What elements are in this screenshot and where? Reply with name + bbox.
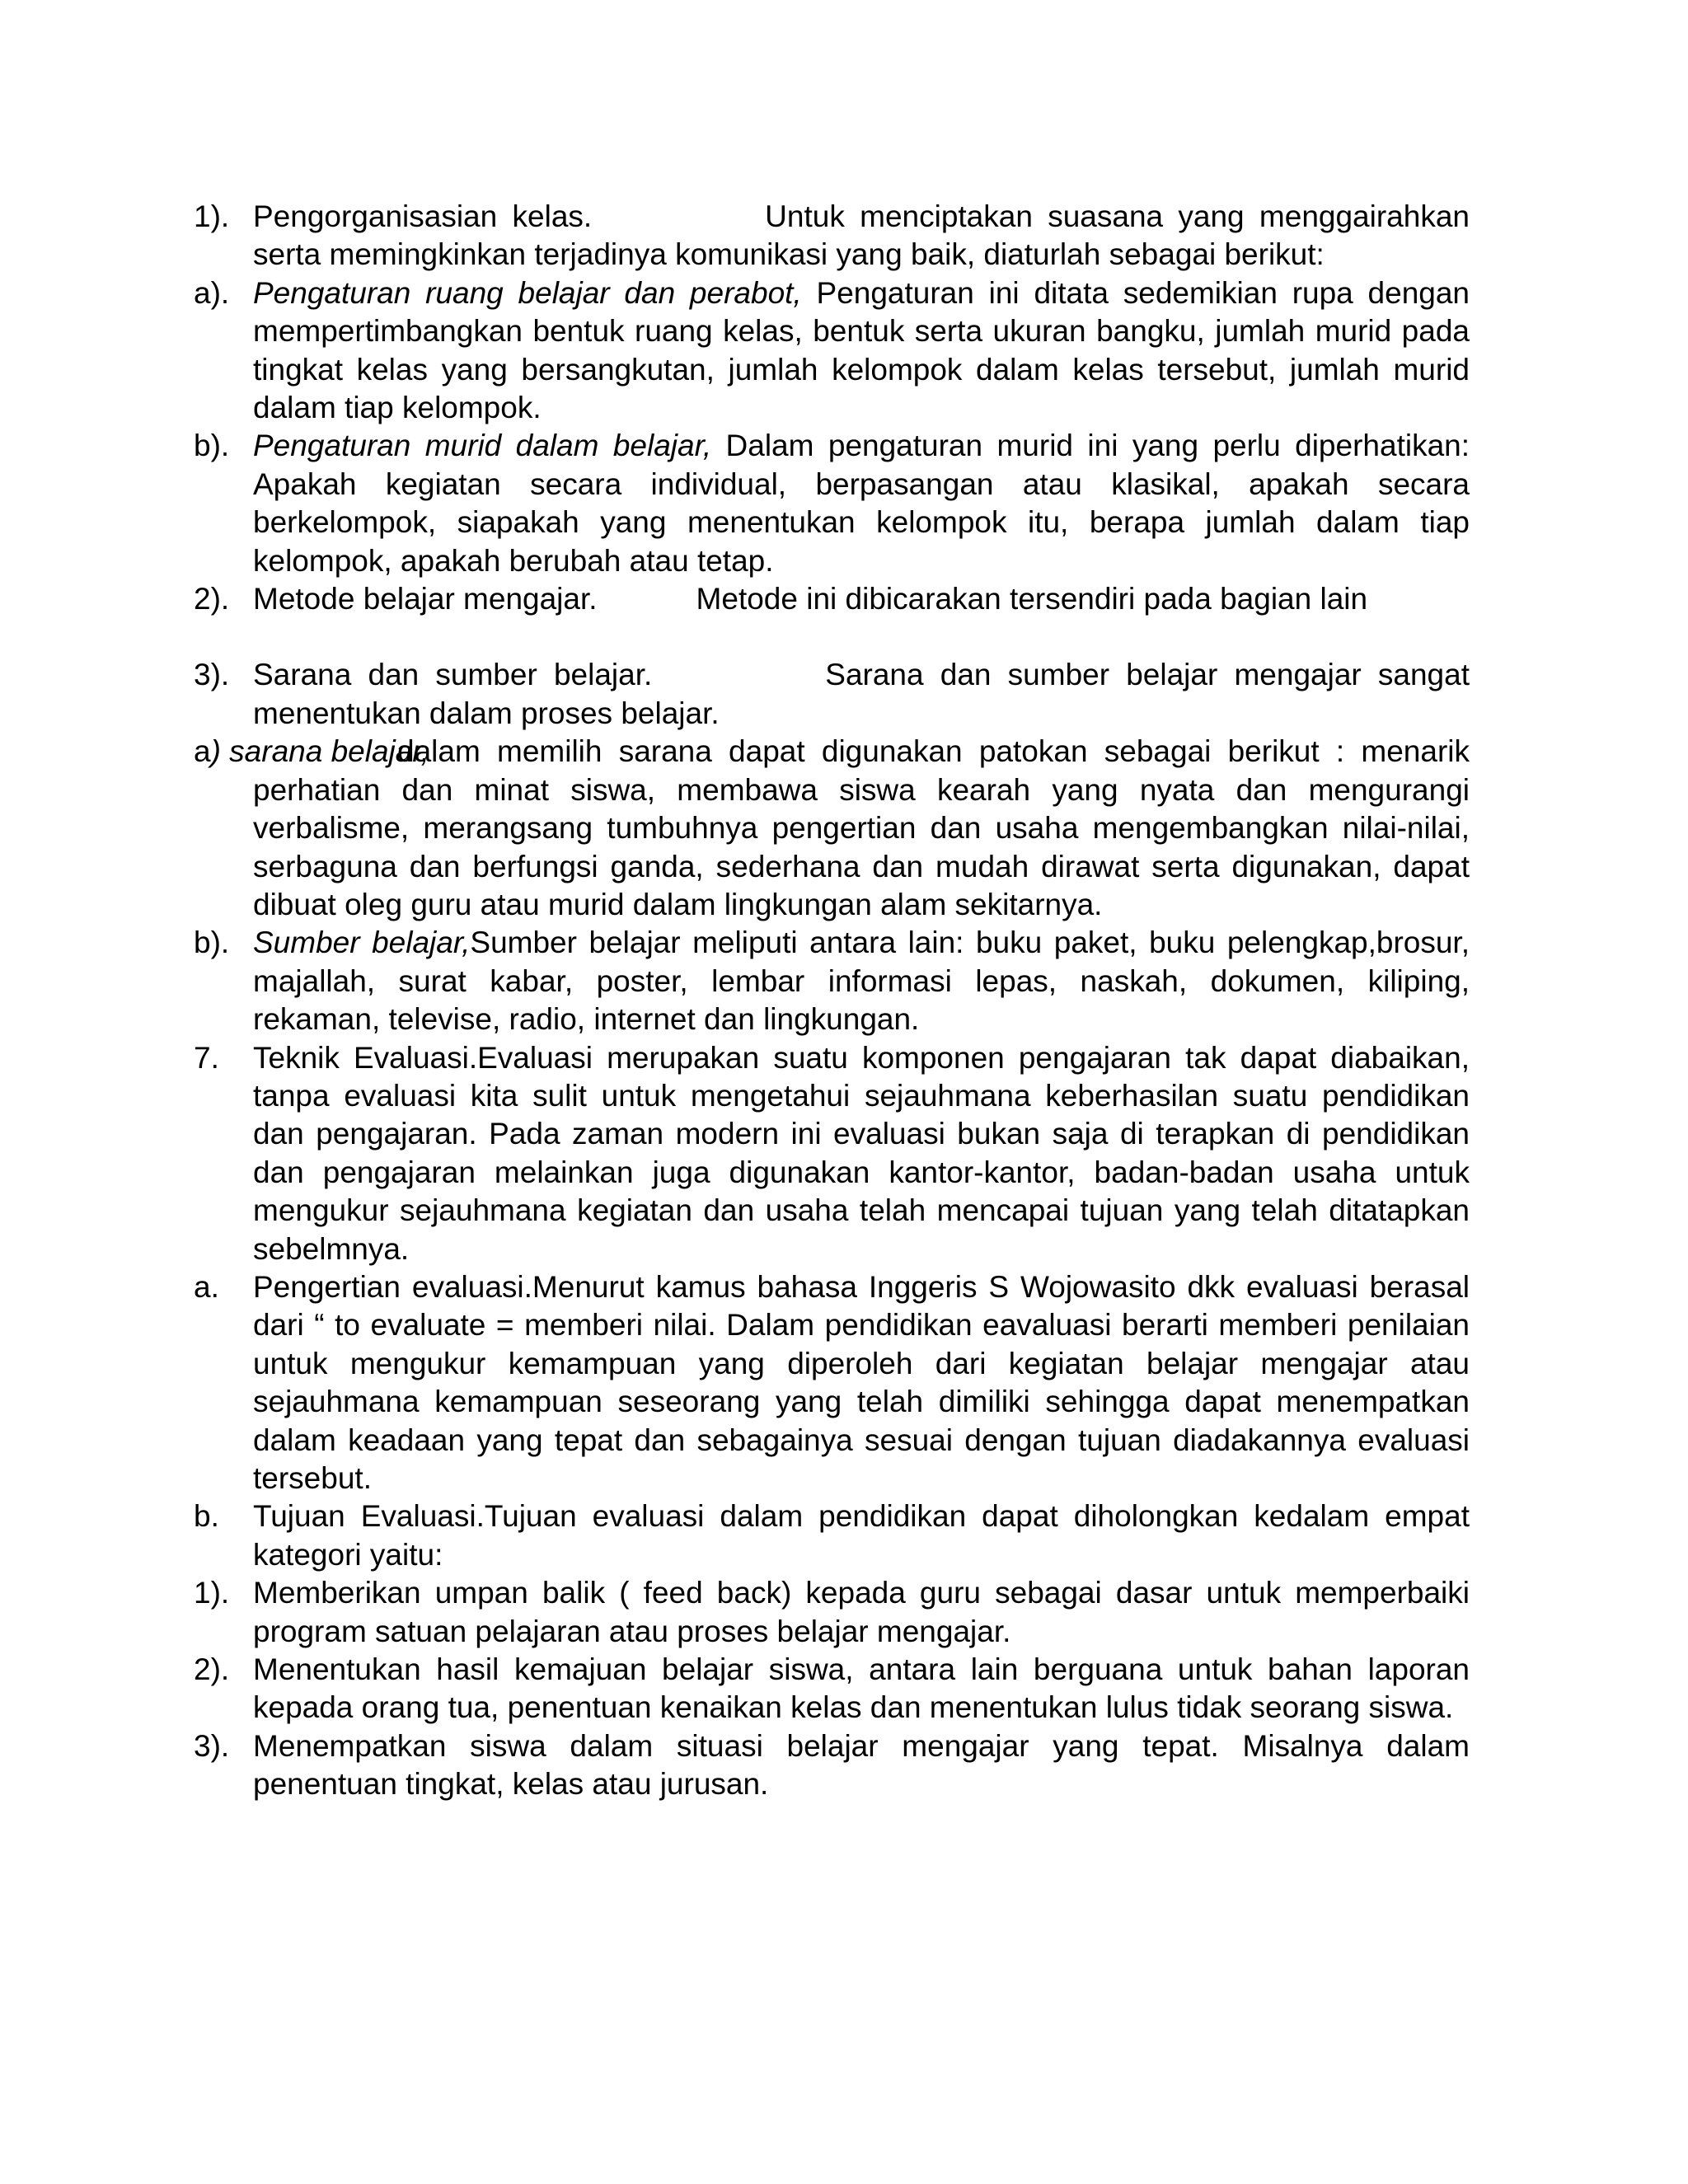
item-text: dalam memilih sarana dapat digunakan patokan sebagai berikut : menarik perhatian dan minat siswa, membawa siswa kearah yang nyata dan mengurangi verbalisme, merangsang tumbuhnya pengertian dan usaha mengembangkan nilai-nilai, serbaguna dan berfungsi ganda, sederhana dan mudah dirawat serta digunakan, dapat dibuat oleg guru atau murid dalam lingkungan alam sekitarnya. [253,734,1470,921]
item-marker: 1). [194,1576,230,1610]
list-item [194,198,1470,274]
item-text: Pengertian evaluasi.Menurut kamus bahasa Inggeris S Wojowasito dkk evaluasi berasal dari “ to evaluate = memberi nilai. Dalam pendidikan eavaluasi berarti memberi penilaian untuk mengukur kemampuan yang diperoleh dari kegiatan belajar mengajar atau sejauhmana kemampuan seseorang yang telah dimiliki sehingga dapat menempatkan dalam keadaan yang tepat dan sebagainya sesuai dengan tujuan diadakannya evaluasi tersebut. [253,1269,1470,1495]
item-head: Metode belajar mengajar. [253,582,598,616]
item-text: Memberikan umpan balik ( feed back) kepada guru sebagai dasar untuk memperbaiki program satuan pelajaran atau proses belajar mengajar. [253,1576,1470,1648]
document-body [194,198,1470,1804]
list-item [194,656,1470,733]
list-item [194,924,1470,1038]
list-item [194,1039,1470,1268]
list-item [194,1497,1470,1574]
item-marker: 3). [194,658,230,692]
item-marker: 1). [194,199,230,233]
item-marker: 2). [194,1652,230,1687]
item-text: Metode ini dibicarakan tersendiri pada bagian lain [696,582,1368,616]
item-text: Dalam pengaturan murid ini yang perlu diperhatikan: Apakah kegiatan secara individual, berpasangan atau klasikal, apakah secara berkelompok, siapakah yang menentukan kelompok itu, berapa jumlah dalam tiap kelompok, apakah berubah atau tetap. [253,429,1470,578]
list-item [194,1651,1470,1727]
item-text: Sumber belajar meliputi antara lain: buku paket, buku pelengkap,brosur, majallah, surat kabar, poster, lembar informasi lepas, naskah, dokumen, kiliping, rekaman, televise, radio, internet dan lingkungan. [253,926,1470,1037]
item-text: Teknik Evaluasi.Evaluasi merupakan suatu komponen pengajaran tak dapat diabaikan, tanpa evaluasi kita sulit untuk mengetahui sejauhmana keberhasilan suatu pendidikan dan pengajaran. Pada zaman modern ini evaluasi bukan saja di terapkan di pendidikan dan pengajaran melainkan juga digunakan kantor-kantor, badan-badan usaha untuk mengukur sejauhmana kegiatan dan usaha telah mencapai tujuan yang telah ditatapkan sebelmnya. [253,1040,1470,1266]
list-item [194,733,1470,924]
item-marker: b). [194,926,230,960]
item-head: Pengorganisasian kelas. [253,199,593,233]
list-item [194,580,1470,618]
item-text: Untuk menciptakan suasana yang menggairahkan serta memingkinkan terjadinya komunikasi yang baik, diaturlah sebagai berikut: [253,199,1470,272]
item-marker: 7. [194,1040,219,1075]
item-marker: a. [194,1269,219,1304]
item-marker: 3). [194,1728,230,1763]
list-item [194,274,1470,428]
item-marker: b). [194,429,230,463]
item-marker: a). [194,275,230,310]
item-marker: b. [194,1499,219,1534]
item-italic-head: Sumber belajar, [253,926,471,960]
list-item [194,1727,1470,1804]
list-item [194,1574,1470,1651]
item-head: Sarana dan sumber belajar. [253,658,653,692]
item-text: Pengaturan ini ditata sedemikian rupa dengan mempertimbangkan bentuk ruang kelas, bentuk serta ukuran bangku, jumlah murid pada tingkat kelas yang bersangkutan, jumlah kelompok dalam kelas tersebut, jumlah murid dalam tiap kelompok. [253,275,1470,425]
item-marker: 2). [194,582,230,616]
item-text: Menentukan hasil kemajuan belajar siswa, antara lain berguana untuk bahan laporan kepada orang tua, penentuan kenaikan kelas dan menentukan lulus tidak seorang siswa. [253,1652,1470,1725]
list-item [194,427,1470,580]
item-italic-head: Pengaturan murid dalam belajar, [253,429,712,463]
item-marker: a) sarana belajar, [194,734,429,769]
item-text: Menempatkan siswa dalam situasi belajar mengajar yang tepat. Misalnya dalam penentuan tingkat, kelas atau jurusan. [253,1728,1470,1802]
item-text: Tujuan Evaluasi.Tujuan evaluasi dalam pendidikan dapat diholongkan kedalam empat kategori yaitu: [253,1499,1470,1572]
item-italic-head: Pengaturan ruang belajar dan perabot, [253,275,802,310]
list-item [194,1268,1470,1497]
item-text: Sarana dan sumber belajar mengajar sangat menentukan dalam proses belajar. [253,658,1470,730]
